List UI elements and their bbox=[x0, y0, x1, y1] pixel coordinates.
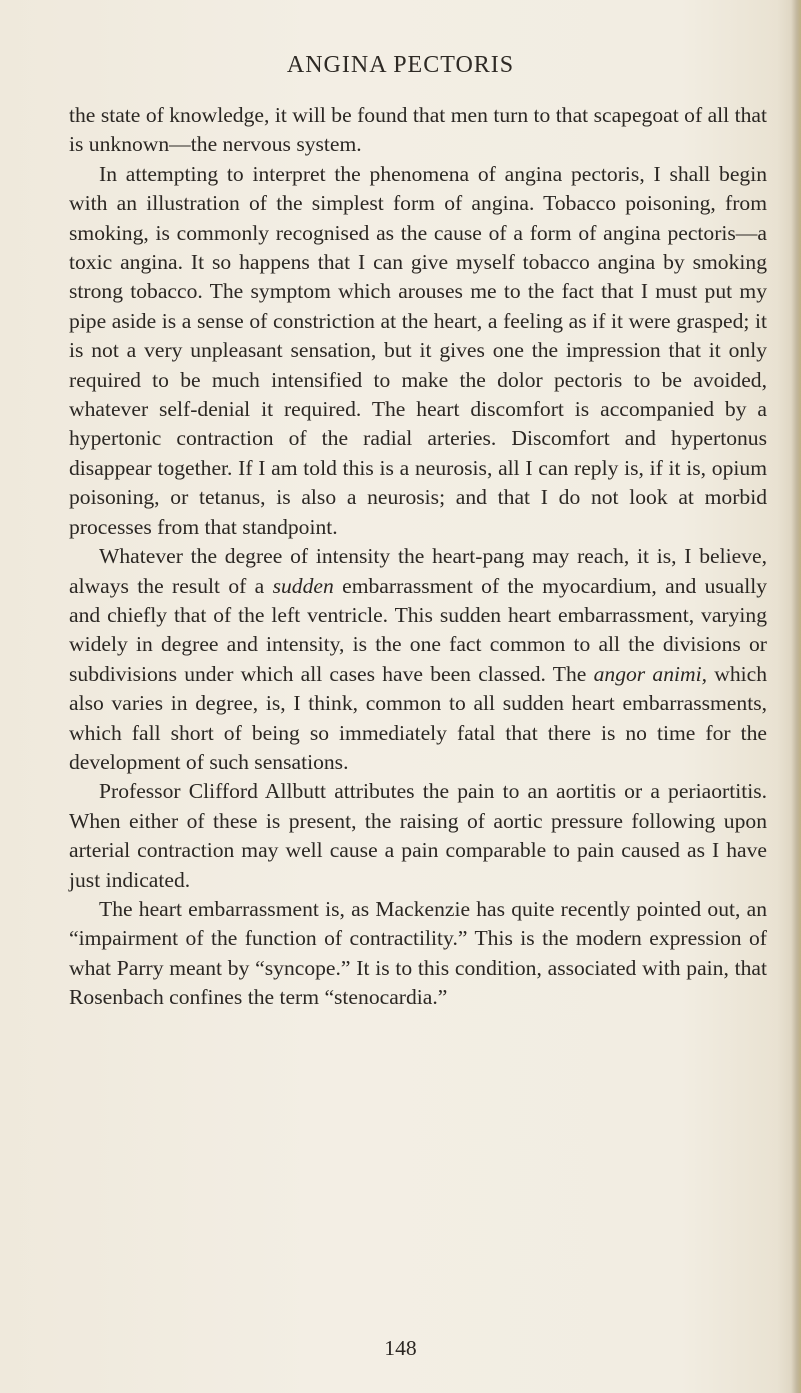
paragraph-heart-pang bbox=[69, 542, 767, 777]
body-text bbox=[69, 101, 767, 1013]
emphasis-angor-animi: angor animi, bbox=[593, 661, 707, 686]
page-edge-shadow bbox=[791, 0, 801, 1393]
running-head: ANGINA PECTORIS bbox=[286, 52, 515, 78]
paragraph-allbutt: Professor Clifford Allbutt attributes the pain to an aortitis or a periaortitis. When either of these is present, the raising of aortic pressure following upon arterial contraction may well cause a pain comparable to pain caused as I have just indicated. bbox=[69, 779, 767, 892]
paragraph-tobacco-angina: In attempting to interpret the phenomena of angina pectoris, I shall begin with an illustration of the simplest form of angina. Tobacco poisoning, from smoking, is commonly recognised as the cause of a form of angina pectoris—a toxic angina. It so happens that I can give myself tobacco angina by smoking strong tobacco. The symptom which arouses me to the fact that I must put my pipe aside is a sense of constriction at the heart, a feeling as if it were grasped; it is not a very unpleasant sensation, but it gives one the impression that it only required to be much intensified to make the dolor pectoris to be avoided, whatever self-denial it required. The heart discomfort is accompanied by a hypertonic contraction of the radial arteries. Discomfort and hypertonus disappear together. If I am told this is a neurosis, all I can reply is, if it is, opium poisoning, or tetanus, is also a neurosis; and that I do not look at morbid processes from that standpoint. bbox=[69, 161, 767, 539]
paragraph-continuation: the state of knowledge, it will be found that men turn to that scapegoat of all that is unknown—the nervous system. bbox=[69, 103, 767, 157]
heart-pang-text-2: embarrassment of the myocardium, and usually and chiefly that of the left ventricle. This sudden heart embarrassment, varying widely in degree and intensity, is the one fact common to all the divisions or subdivisions under which all cases have been classed. The bbox=[69, 573, 767, 686]
emphasis-sudden: sudden bbox=[272, 573, 334, 598]
page-number: 148 bbox=[384, 1336, 417, 1360]
heart-pang-text-3: which also varies in degree, is, I think, common to all sudden heart embarrassments, which fall short of being so immediately fatal that there is no time for the development of such sensations. bbox=[69, 661, 767, 774]
paragraph-mackenzie: The heart embarrassment is, as Mackenzie has quite recently pointed out, an “impairment of the function of contractility.” This is the modern expression of what Parry meant by “syncope.” It is to this condition, associated with pain, that Rosenbach confines the term “stenocardia.” bbox=[69, 896, 767, 1010]
heart-pang-text-1: Whatever the degree of intensity the heart-pang may reach, it is, I believe, always the result of a bbox=[69, 544, 767, 598]
